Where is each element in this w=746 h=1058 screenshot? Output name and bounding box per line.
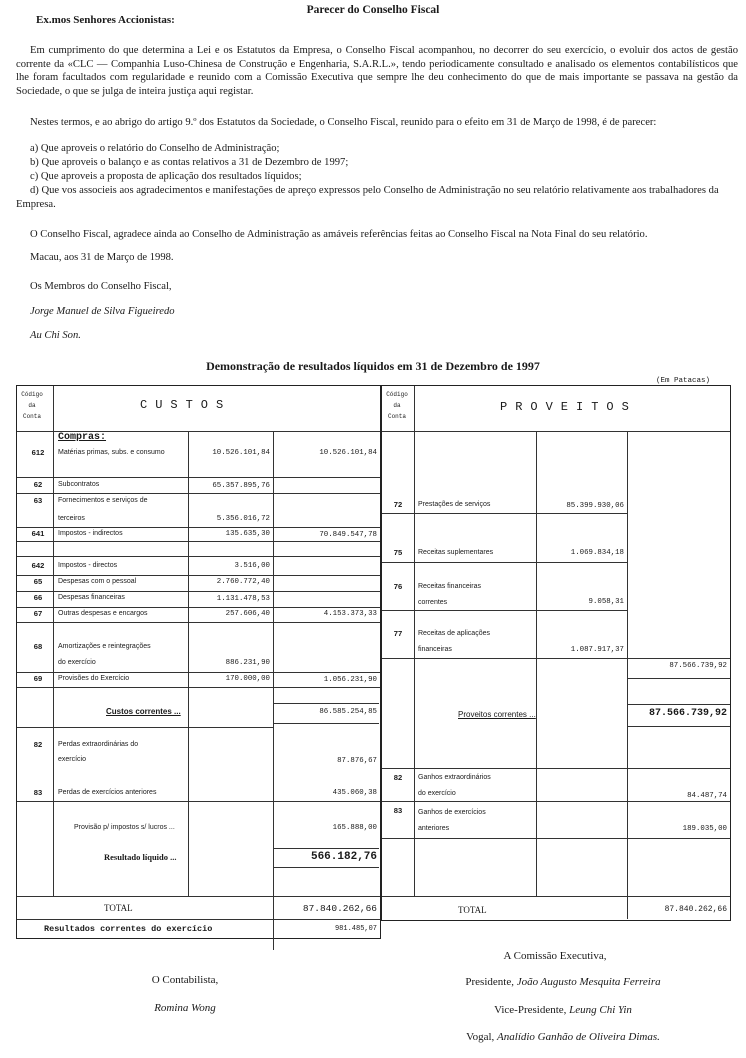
member-2-name: Au Chi Son. bbox=[30, 330, 81, 341]
cost-desc: Subcontratos bbox=[58, 481, 100, 488]
cost-value: 3.516,00 bbox=[234, 562, 270, 570]
cost-desc: Outras despesas e encargos bbox=[58, 610, 148, 617]
cost-value: 170.000,00 bbox=[225, 675, 270, 683]
date-line: Macau, aos 31 de Março de 1998. bbox=[30, 252, 174, 263]
cost-code: 69 bbox=[33, 674, 43, 683]
cost-desc: Fornecimentos e serviços de bbox=[58, 497, 148, 504]
revenue-code: 72 bbox=[393, 500, 403, 509]
revenue-desc-cont: correntes bbox=[418, 599, 448, 606]
item-b: b) Que aproveis o balanço e as contas relativos a 31 de Dezembro de 1997; bbox=[30, 157, 349, 168]
cost-subtotal: 4.153.373,33 bbox=[323, 610, 377, 618]
cost-desc: Impostos - indirectos bbox=[58, 530, 123, 537]
paragraph-3: O Conselho Fiscal, agradece ainda ao Conselho de Administração as amáveis referências feitas ao Conselho Fiscal na Nota Final do seu relatório. bbox=[30, 229, 648, 240]
statement-title: Demonstração de resultados líquidos em 31 de Dezembro de 1997 bbox=[206, 359, 540, 373]
president-name: João Augusto Mesquita Ferreira bbox=[516, 976, 661, 988]
custos-correntes-label: Custos correntes ... bbox=[106, 707, 181, 716]
cost-code: 67 bbox=[33, 609, 43, 618]
revenue-desc-cont: anteriores bbox=[418, 825, 450, 832]
vogal-name: Analídio Ganhão de Oliveira Dimas. bbox=[497, 1031, 660, 1043]
custos-correntes-value: 86.585.254,85 bbox=[319, 708, 377, 716]
revenue-total-label: TOTAL bbox=[458, 905, 487, 915]
cost-code: 641 bbox=[31, 529, 45, 538]
cost-code: 63 bbox=[33, 496, 43, 505]
revenue-desc: Receitas suplementares bbox=[418, 549, 494, 556]
revenue-desc-cont: financeiras bbox=[418, 646, 452, 653]
revenue-code-header: Código da Conta bbox=[386, 391, 408, 420]
revenue-desc: Ganhos de exercícios bbox=[418, 809, 486, 816]
proveitos-correntes-value: 87.566.739,92 bbox=[648, 708, 727, 719]
salutation: Ex.mos Senhores Accionistas: bbox=[36, 14, 175, 26]
cost-code: 68 bbox=[33, 642, 43, 651]
costs-total-label: TOTAL bbox=[104, 903, 133, 913]
revenue-header: PROVEITOS bbox=[500, 400, 637, 414]
cost-subtotal: 10.526.101,84 bbox=[319, 449, 377, 457]
cost-code: 612 bbox=[31, 448, 45, 457]
provisao-label: Provisão p/ impostos s/ lucros ... bbox=[74, 824, 175, 831]
proveitos-correntes-label: Proveitos correntes ... bbox=[458, 710, 536, 719]
cost-value: 87.876,67 bbox=[337, 757, 377, 765]
revenue-desc: Ganhos extraordinários bbox=[418, 774, 491, 781]
president-title: Presidente, bbox=[465, 976, 517, 988]
cost-code: 66 bbox=[33, 593, 43, 602]
cost-value: 435.060,38 bbox=[332, 789, 377, 797]
cost-code: 62 bbox=[33, 480, 43, 489]
vice-line bbox=[380, 1004, 746, 1016]
resultados-correntes-label: Resultados correntes do exercício bbox=[44, 924, 213, 934]
vogal-line bbox=[380, 1031, 746, 1043]
revenue-desc: Receitas de aplicações bbox=[418, 630, 490, 637]
cost-desc: Amortizações e reintegrações bbox=[58, 643, 151, 650]
vogal-title: Vogal, bbox=[466, 1031, 498, 1043]
cost-value: 2.760.772,40 bbox=[216, 578, 270, 586]
cost-desc-cont: exercício bbox=[58, 756, 87, 763]
cost-desc: Despesas financeiras bbox=[58, 594, 125, 601]
cost-desc: Provisões do Exercício bbox=[58, 675, 130, 682]
paragraph-2: Nestes termos, e ao abrigo do artigo 9.º dos Estatutos da Sociedade, o Conselho Fiscal, reunido para o efeito em 31 de Março de 1998, é de parecer: bbox=[30, 117, 657, 128]
revenue-value: 84.487,74 bbox=[687, 792, 727, 800]
cost-value: 5.356.016,72 bbox=[216, 515, 270, 523]
revenue-subtotal: 87.566.739,92 bbox=[669, 662, 727, 670]
revenue-code: 77 bbox=[393, 629, 403, 638]
currency-note: (Em Patacas) bbox=[656, 377, 711, 385]
revenue-code: 83 bbox=[393, 806, 403, 815]
resultado-label: Resultado líquido ... bbox=[104, 852, 177, 862]
cost-code: 642 bbox=[31, 561, 45, 570]
revenue-value: 1.087.917,37 bbox=[570, 646, 624, 654]
cost-value: 10.526.101,84 bbox=[212, 449, 270, 457]
president-line bbox=[380, 976, 746, 988]
accountant-title: O Contabilista, bbox=[151, 974, 219, 986]
cost-code: 82 bbox=[33, 740, 43, 749]
revenue-desc: Prestações de serviços bbox=[418, 501, 491, 508]
vice-name: Leung Chi Yin bbox=[569, 1004, 632, 1016]
cost-desc: Despesas com o pessoal bbox=[58, 578, 137, 585]
cost-desc-cont: do exercício bbox=[58, 659, 96, 666]
revenue-value: 9.058,31 bbox=[588, 598, 624, 606]
member-1-name: Jorge Manuel de Silva Figueiredo bbox=[30, 306, 175, 317]
revenue-value: 1.069.834,18 bbox=[570, 549, 624, 557]
cost-desc-cont: terceiros bbox=[58, 515, 85, 522]
costs-total-value: 87.840.262,66 bbox=[302, 903, 377, 914]
revenue-desc: Receitas financeiras bbox=[418, 583, 482, 590]
cost-desc: Perdas extraordinárias do bbox=[58, 741, 139, 748]
revenue-desc-cont: do exercício bbox=[418, 790, 456, 797]
cost-value: 1.131.478,53 bbox=[216, 595, 270, 603]
revenue-value: 85.399.930,06 bbox=[566, 502, 624, 510]
item-a: a) Que aproveis o relatório do Conselho de Administração; bbox=[30, 143, 280, 154]
cost-desc: Impostos - directos bbox=[58, 562, 118, 569]
revenue-code: 82 bbox=[393, 773, 403, 782]
provisao-value: 165.888,00 bbox=[332, 824, 377, 832]
resultados-correntes-value: 981.485,07 bbox=[334, 925, 377, 933]
document-title: Parecer do Conselho Fiscal bbox=[306, 4, 440, 16]
members-line: Os Membros do Conselho Fiscal, bbox=[30, 281, 172, 292]
revenue-code: 76 bbox=[393, 582, 403, 591]
cost-code: 83 bbox=[33, 788, 43, 797]
cost-value: 65.357.895,76 bbox=[212, 482, 270, 490]
vice-title: Vice-Presidente, bbox=[494, 1004, 570, 1016]
paragraph-1: Em cumprimento do que determina a Lei e os Estatutos da Empresa, o Conselho Fiscal acompanhou, no decorrer do seu exercício, o evoluir dos actos de gestão corrente da «CLC — Companhia Luso-Chinesa de Construção e Engenharia, S.A.R.L.», tendo periodicamente consultado e analisado os elementos contabilísticos que lhe foram facultados com regularidade e reunido com a Comissão Executiva que sempre lhe deu conhecimento do que de mais importante se passava na gestão da Sociedade, o que se julga de inteira justiça aqui registar. bbox=[16, 45, 738, 97]
cost-value: 886.231,90 bbox=[225, 659, 270, 667]
accountant-name: Romina Wong bbox=[154, 1002, 216, 1014]
revenue-total-value: 87.840.262,66 bbox=[664, 905, 727, 914]
revenue-code: 75 bbox=[393, 548, 403, 557]
commission-title: A Comissão Executiva, bbox=[503, 950, 607, 962]
item-d: d) Que vos associeis aos agradecimentos e manifestações de apreço expressos pelo Conselho de Administração no seu relatório relativamente aos trabalhadores da Empresa. bbox=[16, 185, 719, 210]
cost-subtotal: 1.056.231,90 bbox=[323, 676, 377, 684]
cost-subtotal: 70.849.547,78 bbox=[319, 531, 377, 539]
costs-code-header: Código da Conta bbox=[21, 391, 43, 420]
cost-value: 257.606,40 bbox=[225, 610, 270, 618]
resultado-value: 566.182,76 bbox=[310, 851, 377, 863]
cost-desc: Perdas de exercícios anteriores bbox=[58, 789, 157, 796]
cost-code: 65 bbox=[33, 577, 43, 586]
item-c: c) Que aproveis a proposta de aplicação dos resultados líquidos; bbox=[30, 171, 302, 182]
cost-value: 135.635,30 bbox=[225, 530, 270, 538]
compras-label: Compras: bbox=[58, 432, 107, 443]
cost-desc: Matérias primas, subs. e consumo bbox=[58, 449, 165, 456]
costs-header: CUSTOS bbox=[140, 398, 232, 412]
revenue-value: 189.035,00 bbox=[682, 825, 727, 833]
